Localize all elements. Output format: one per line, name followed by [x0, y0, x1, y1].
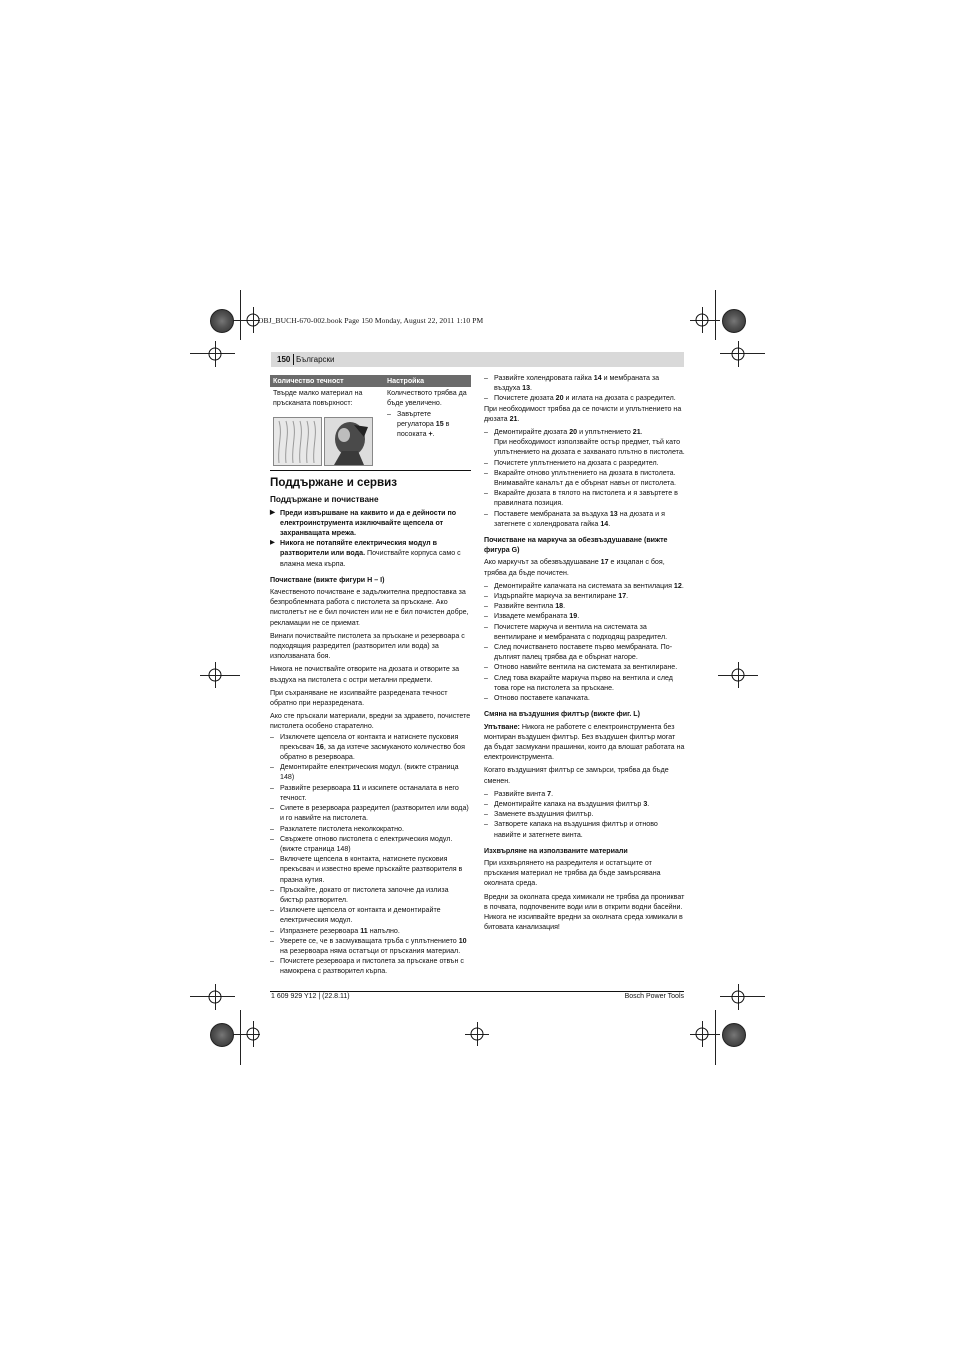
list-item: – Демонтирайте капака на въздушния филтър 3. — [484, 799, 650, 808]
warning-unplug: ▶ Преди извършване на каквито и да е дейности по електроинструмента изключвайте щепсела от захранващата мрежа. — [270, 508, 457, 538]
paragraph: При съхраняване не изсипвайте разредената течност обратно при неразредената. — [270, 688, 448, 708]
list-item: – Демонтирайте дюзата 20 и уплътнението 21. При необходимост използвайте остър предмет, тъй като уплътнението на дюзата е захванато плътно в пистолета. — [484, 428, 685, 457]
vent-hose-heading: Почистване на маркуча за обезвъздушаване (вижте фигура G) — [484, 536, 668, 555]
table-header-quantity: Количество течност — [270, 375, 384, 387]
list-item: – Изключете щепсела от контакта и демонтирайте електрическия модул. — [270, 906, 441, 925]
cleaning-heading: Почистване (вижте фигури H – I) — [270, 575, 385, 584]
list-item: – Заменете въздушния филтър. — [484, 810, 594, 819]
section-title-maintenance: Поддържане и сервиз — [270, 475, 398, 489]
list-item: – Отново навийте вентила на системата за вентилиране. — [484, 663, 678, 672]
list-item: – Разклатете пистолета неколкократно. — [270, 824, 404, 833]
list-item: – Извадете мембраната 19. — [484, 612, 580, 621]
list-item: – Развийте резервоара 11 и изсипете останалата в него течност. — [270, 783, 459, 802]
right-column — [484, 373, 685, 935]
paragraph: Винаги почиствайте пистолета за пръскане и резервоара с подходящия разредител (разтворител или вода) за използваната боя. — [270, 631, 465, 661]
list-item: – Развийте вентила 18. — [484, 602, 566, 611]
list-item: – Развийте винта 7. — [484, 789, 554, 798]
paragraph: Никога не почиствайте отворите на дюзата и отворите за въздуха на пистолета с остри метални предмети. — [270, 665, 460, 684]
list-item: – Пръскайте, докато от пистолета започне да излиза бистър разтворител. — [270, 885, 449, 904]
paragraph: Упътване: Никога не работете с електроинструмента без монтиран въздушен филтър. Без въздушен филтър могат да бъдат засмукани прашинки, които да влошат работата на електроинструмента. — [484, 722, 685, 762]
page-number: 150 — [277, 355, 291, 364]
list-item: – Вкарайте отново уплътнението на дюзата в пистолета. Внимавайте каналът да е обърнат навън от пистолета. — [484, 468, 676, 488]
list-item: – Затворете капака на въздушния филтър и отново навийте и затегнете винта. — [484, 820, 658, 839]
list-item: – Демонтирайте капачката на системата за вентилация 12. — [484, 581, 684, 590]
table-cell-solution: Количеството трябва да бъде увеличено. — [387, 389, 467, 408]
list-item: – Почистете резервоара и пистолета за пръскане отвън с намокрена с разтворител кърпа. — [270, 957, 464, 976]
list-item: – Поставете мембраната за въздуха 13 на дюзата и я затегнете с холендровата гайка 14. — [484, 509, 665, 528]
arrow-icon: ▶ — [270, 508, 275, 516]
list-item: – Уверете се, че в засмукващата тръба с уплътнението 10 на резервоара няма остатъци от пръскания материал. — [270, 936, 467, 955]
subsection-title-cleaning: Поддържане и почистване — [270, 494, 379, 504]
paragraph: При изхвърлянето на разредителя и остатъците от пръскания материал не трябва да бъде замърсявана околната среда. — [484, 858, 661, 888]
list-item: – Отново поставете капачката. — [484, 694, 590, 703]
table-header-setting: Настройка — [384, 375, 471, 387]
paragraph: Ако маркучът за обезвъздушаване 17 е изцапан с боя, трябва да бъде почистен. — [484, 558, 665, 577]
print-slug: OBJ_BUCH-670-002.book Page 150 Monday, August 22, 2011 1:10 PM — [258, 316, 484, 325]
paragraph: Качественото почистване е задължителна предпоставка за безпроблемната работа с пистолета за пръскане. Ако пистолетът не е бил почистен или не е бил почистен добре, рекламации не се приемат. — [270, 588, 469, 627]
paragraph: Вредни за околната среда химикали не трябва да проникват в почвата, подпочвените води или в открити водни басейни. Никога не изсипвайте вредни за околната среда химикали в битовата канализация! — [484, 892, 685, 932]
warning-no-immersion: ▶ Никога не потапяйте електрическия модул в разтворители или вода. Почиствайте корпуса само с влажна мека кърпа. — [270, 539, 461, 568]
table-step: – Завъртете регулатора 15 в посоката +. — [387, 409, 450, 439]
paragraph: При необходимост трябва да се почисти и уплътнението на дюзата 21. — [484, 404, 682, 423]
list-item: – Изключете щепсела от контакта и натиснете пусковия прекъсвач 16, за да изтече засмуканото количество боя обратно в резервоара. — [270, 732, 465, 762]
header-separator — [293, 354, 294, 365]
list-item: – Демонтирайте електрическия модул. (вижте страница 148) — [270, 763, 459, 782]
list-item: – След почистването поставете първо мембраната. По-дългият палец трябва да е обърнат нагоре. — [484, 643, 673, 662]
list-item: – Изпразнете резервоара 11 напълно. — [270, 926, 400, 935]
list-item: – Почистете уплътнението на дюзата с разредител. — [484, 458, 659, 467]
list-item: – Вкарайте дюзата в тялото на пистолета и я завъртете в правилната позиция. — [484, 489, 678, 508]
footer-doc-id: 1 609 929 Y12 | (22.8.11) — [271, 993, 350, 1000]
footer-rule — [270, 991, 684, 992]
list-item: – Свържете отново пистолета с електрическия модул. (вижте страница 148) — [270, 834, 453, 853]
list-item: – След това вкарайте маркуча първо на вентила и след това горе на пистолета за пръскане. — [484, 673, 673, 692]
list-item: – Издърпайте маркуча за вентилиране 17. — [484, 592, 629, 601]
list-item: – Почистете дюзата 20 и иглата на дюзата с разредител. — [484, 394, 676, 403]
arrow-icon: ▶ — [270, 539, 275, 547]
footer-brand: Bosch Power Tools — [624, 993, 684, 1000]
air-filter-heading: Смяна на въздушния филтър (вижте фиг. L) — [484, 710, 640, 719]
liquid-quantity-table — [270, 375, 471, 467]
list-item: – Развийте холендровата гайка 14 и мембраната за въздуха 13. — [484, 374, 660, 393]
list-item: – Почистете маркуча и вентила на системата за вентилиране и мембраната с подходящ разредител. — [484, 622, 668, 641]
list-item: – Сипете в резервоара разредител (разтворител или вода) и го навийте на пистолета. — [270, 804, 469, 823]
section-rule — [270, 470, 471, 471]
table-cell-problem: Твърде малко материал на пръсканата повърхност: — [273, 389, 363, 408]
paragraph: Когато въздушният филтър се замърси, трябва да бъде сменен. — [484, 766, 669, 785]
left-column — [270, 375, 471, 977]
header-language: Български — [296, 355, 335, 364]
list-item: – Включете щепсела в контакта, натиснете пусковия прекъсвач и известно време пръскайте разтворителя в празна кутия. — [270, 855, 463, 884]
paragraph: Ако сте пръскали материали, вредни за здравето, почистете пистолета особено старателно. — [270, 712, 471, 731]
disposal-heading: Изхвърляне на използваните материали — [484, 846, 628, 855]
sprayed-surface-image — [273, 417, 322, 466]
regulator-knob-image — [324, 417, 373, 466]
